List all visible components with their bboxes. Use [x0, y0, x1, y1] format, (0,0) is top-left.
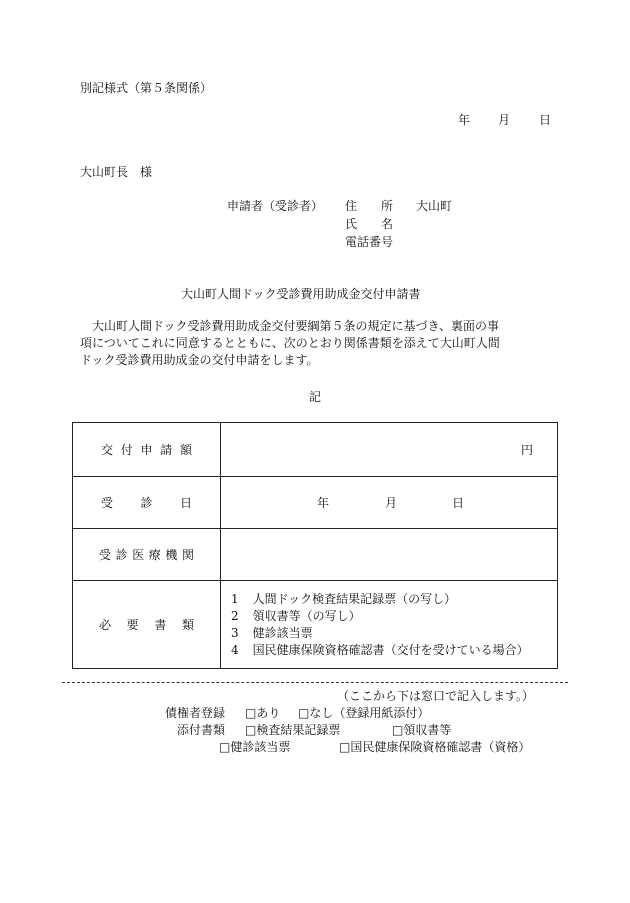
applicant-role: 申請者（受診者）: [227, 199, 324, 213]
date-header-year: 年: [458, 113, 471, 127]
table-row-institution: [73, 529, 558, 581]
exam-year: 年: [317, 496, 330, 510]
list-item: 1 人間ドック検査結果記録票（の写し）: [231, 591, 457, 606]
creditor-no-checkbox[interactable]: □なし（登録用紙添付）: [298, 706, 430, 720]
creditor-yes-checkbox[interactable]: □あり: [245, 706, 281, 720]
attach-receipt-checkbox[interactable]: □領収書等: [392, 723, 452, 737]
name-label: 氏 名: [345, 217, 394, 231]
label-char: 受: [99, 548, 112, 562]
label-char: 書: [154, 618, 167, 632]
label-amount: [73, 423, 221, 477]
label-char: 療: [148, 548, 161, 562]
label-char: 診: [140, 496, 153, 510]
label-documents: [73, 581, 221, 669]
label-char: 関: [181, 548, 194, 562]
office-note: （ここから下は窓口で記入します。）: [337, 689, 535, 703]
label-char: 交: [101, 443, 114, 457]
body-line: ドック受診費用助成金の交付申請をします。: [80, 353, 319, 367]
exam-day: 日: [452, 496, 465, 510]
label-char: 必: [99, 618, 112, 632]
list-item: 3 健診該当票: [231, 625, 313, 640]
attach-label: 添付書類: [177, 723, 226, 737]
table-row-documents: [73, 581, 558, 669]
attach-voucher-checkbox[interactable]: □健診該当票: [219, 740, 291, 754]
body-line: 大山町人間ドック受診費用助成金交付要綱第５条の規定に基づき、裏面の事: [80, 319, 500, 333]
attach-insurance-checkbox[interactable]: □国民健康保険資格確認書（資格）: [339, 740, 531, 754]
ki-heading: 記: [309, 390, 322, 404]
body-paragraph: [80, 318, 568, 369]
label-date: [73, 477, 221, 529]
label-char: 日: [179, 496, 192, 510]
label-char: 要: [126, 618, 139, 632]
exam-month: 月: [385, 496, 398, 510]
addressee: 大山町長 様: [80, 165, 153, 179]
phone-label: 電話番号: [345, 235, 394, 249]
address-value: 大山町: [416, 199, 453, 213]
table-row-date: [73, 477, 558, 529]
application-table: [72, 422, 558, 669]
date-header-month: 月: [498, 113, 511, 127]
label-char: 請: [160, 443, 173, 457]
creditor-label: 債権者登録: [165, 706, 226, 720]
list-item: 2 領収書等（の写し）: [231, 608, 361, 623]
label-char: 類: [181, 618, 194, 632]
label-char: 医: [132, 548, 145, 562]
amount-field[interactable]: [221, 423, 558, 477]
label-char: 受: [101, 496, 114, 510]
exam-date-field[interactable]: [221, 477, 558, 529]
form-reference: 別記様式（第５条関係）: [80, 81, 213, 95]
label-char: 付: [120, 443, 133, 457]
label-char: 診: [115, 548, 128, 562]
address-label: 住 所: [345, 199, 394, 213]
label-char: 額: [179, 443, 192, 457]
label-institution: [73, 529, 221, 581]
list-item: 4 国民健康保険資格確認書（交付を受けている場合）: [231, 642, 529, 657]
documents-list: [221, 581, 558, 669]
label-char: 申: [140, 443, 153, 457]
document-title: 大山町人間ドック受診費用助成金交付申請書: [181, 287, 421, 301]
cut-line-divider: [62, 682, 568, 683]
table-row-amount: [73, 423, 558, 477]
attach-exam-record-checkbox[interactable]: □検査結果記録票: [245, 723, 341, 737]
institution-field[interactable]: [221, 529, 558, 581]
label-char: 機: [165, 548, 178, 562]
yen-unit: 円: [520, 443, 533, 457]
date-header-day: 日: [539, 113, 552, 127]
body-line: 項についてこれに同意するとともに、次のとおり関係書類を添えて大山町人間: [80, 336, 500, 350]
